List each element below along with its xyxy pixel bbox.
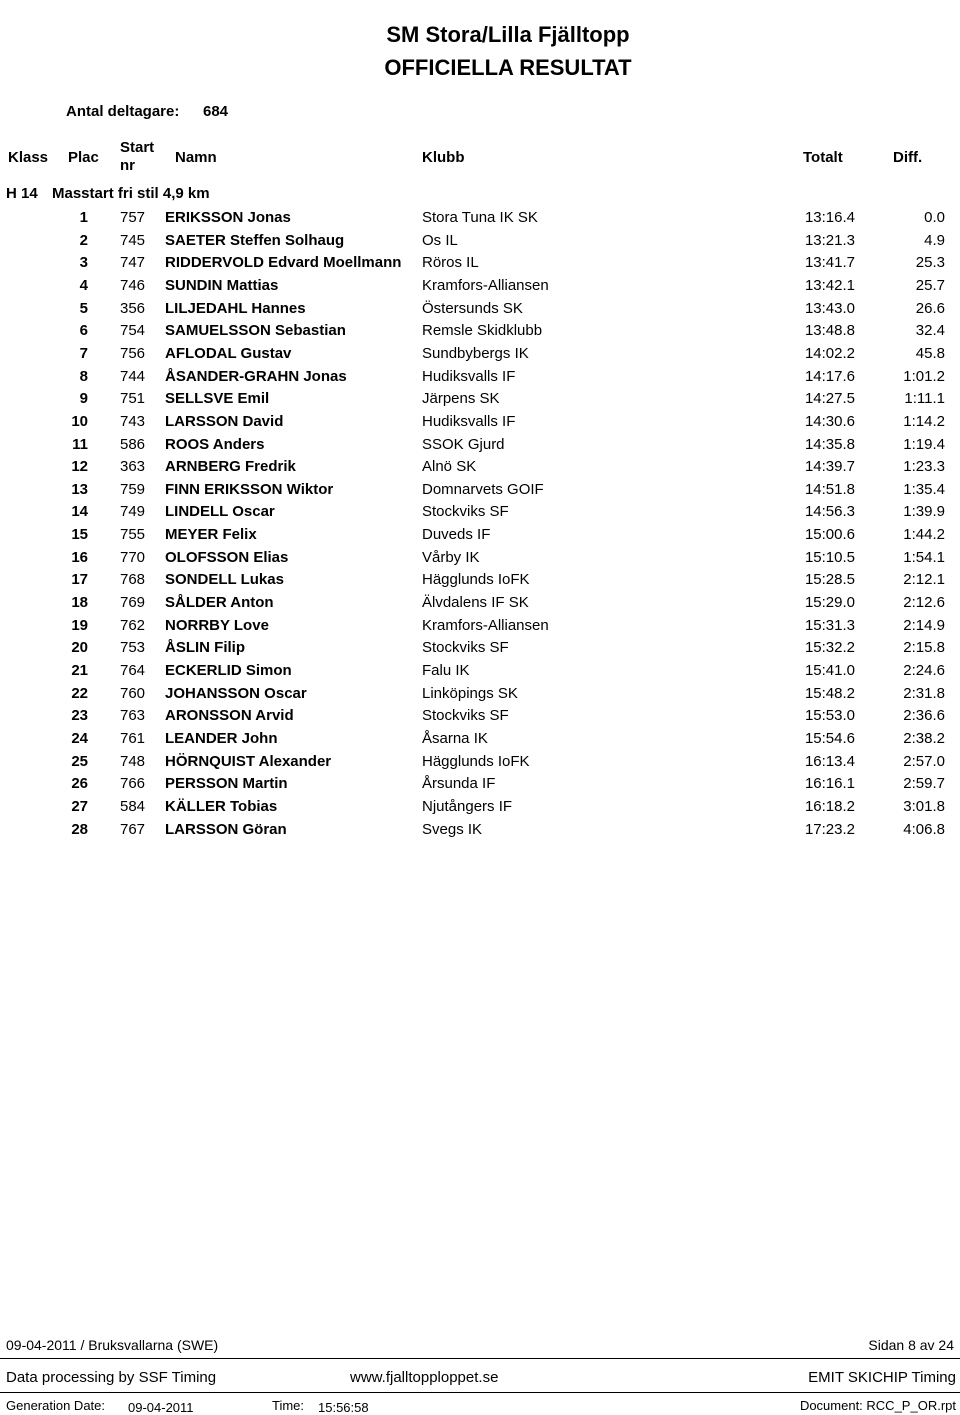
col-nr: nr bbox=[120, 157, 135, 174]
result-total-time: 16:18.2 bbox=[804, 797, 855, 815]
result-diff: 2:14.9 bbox=[903, 616, 945, 634]
result-name: ÅSANDER-GRAHN Jonas bbox=[165, 367, 347, 385]
result-place: 20 bbox=[71, 639, 88, 657]
result-diff: 1:01.2 bbox=[903, 367, 945, 385]
result-total-time: 14:27.5 bbox=[804, 390, 855, 408]
result-club: SSOK Gjurd bbox=[422, 435, 505, 453]
result-diff: 2:24.6 bbox=[903, 662, 945, 679]
result-place: 8 bbox=[79, 367, 88, 385]
footer-page-number: Sidan 8 av 24 bbox=[868, 1337, 954, 1353]
footer-timing-system: EMIT SKICHIP Timing bbox=[808, 1369, 956, 1386]
result-place: 4 bbox=[79, 276, 88, 294]
result-name: MEYER Felix bbox=[165, 526, 257, 544]
result-place: 15 bbox=[71, 526, 88, 544]
class-code: H 14 bbox=[6, 185, 38, 202]
result-total-time: 15:41.0 bbox=[804, 662, 855, 679]
result-club: Älvdalens IF SK bbox=[422, 594, 529, 612]
result-diff: 45.8 bbox=[915, 344, 945, 362]
result-name: SUNDIN Mattias bbox=[165, 276, 279, 294]
result-diff: 1:14.2 bbox=[903, 412, 945, 430]
table-row bbox=[0, 232, 960, 254]
result-club: Hudiksvalls IF bbox=[422, 367, 516, 385]
result-name: SAETER Steffen Solhaug bbox=[165, 231, 345, 249]
result-club: Vårby IK bbox=[422, 548, 480, 566]
result-club: Hägglunds IoFK bbox=[422, 571, 530, 589]
result-total-time: 15:29.0 bbox=[804, 594, 855, 612]
result-club: Stora Tuna IK SK bbox=[422, 209, 538, 226]
result-total-time: 13:41.7 bbox=[804, 254, 855, 272]
result-place: 21 bbox=[71, 662, 88, 679]
result-start-nr: 756 bbox=[120, 344, 146, 362]
result-name: LARSSON Göran bbox=[165, 820, 287, 838]
footer-website[interactable]: www.fjalltopploppet.se bbox=[350, 1369, 499, 1386]
result-name: AFLODAL Gustav bbox=[165, 344, 292, 362]
result-diff: 2:57.0 bbox=[903, 752, 945, 770]
result-diff: 2:15.8 bbox=[903, 639, 945, 657]
result-total-time: 14:51.8 bbox=[804, 480, 855, 498]
result-start-nr: 744 bbox=[120, 367, 146, 385]
table-row bbox=[0, 594, 960, 616]
result-name: SAMUELSSON Sebastian bbox=[165, 322, 346, 340]
result-total-time: 16:13.4 bbox=[804, 752, 855, 770]
result-diff: 4.9 bbox=[924, 231, 945, 249]
result-diff: 2:12.6 bbox=[903, 594, 945, 612]
footer-generation-date: 09-04-2011 bbox=[128, 1400, 194, 1415]
col-namn: Namn bbox=[175, 149, 217, 166]
table-row bbox=[0, 254, 960, 276]
result-start-nr: 757 bbox=[120, 209, 146, 226]
result-total-time: 13:21.3 bbox=[804, 231, 855, 249]
result-diff: 32.4 bbox=[915, 322, 945, 340]
result-name: ECKERLID Simon bbox=[165, 662, 292, 679]
footer-time-value: 15:56:58 bbox=[318, 1400, 369, 1415]
result-start-nr: 746 bbox=[120, 276, 146, 294]
result-name: LEANDER John bbox=[165, 729, 278, 747]
table-row bbox=[0, 617, 960, 639]
footer-divider-2 bbox=[0, 1392, 960, 1393]
table-row bbox=[0, 753, 960, 775]
result-start-nr: 363 bbox=[120, 458, 146, 476]
result-start-nr: 760 bbox=[120, 684, 146, 702]
participants-count: 684 bbox=[203, 103, 229, 120]
result-name: HÖRNQUIST Alexander bbox=[165, 752, 332, 770]
result-diff: 0.0 bbox=[924, 209, 945, 226]
result-start-nr: 759 bbox=[120, 480, 146, 498]
table-row bbox=[0, 458, 960, 480]
result-total-time: 13:43.0 bbox=[804, 299, 855, 317]
result-name: NORRBY Love bbox=[165, 616, 269, 634]
result-diff: 1:19.4 bbox=[903, 435, 945, 453]
result-start-nr: 586 bbox=[120, 435, 146, 453]
result-start-nr: 356 bbox=[120, 299, 146, 317]
result-name: SELLSVE Emil bbox=[165, 390, 270, 408]
result-start-nr: 743 bbox=[120, 412, 146, 430]
result-place: 27 bbox=[71, 797, 88, 815]
result-start-nr: 751 bbox=[120, 390, 146, 408]
table-row bbox=[0, 277, 960, 299]
footer-document: Document: RCC_P_OR.rpt bbox=[799, 1398, 956, 1413]
page-subtitle: OFFICIELLA RESULTAT bbox=[384, 55, 632, 80]
result-name: JOHANSSON Oscar bbox=[165, 684, 307, 702]
result-place: 6 bbox=[79, 322, 88, 340]
result-place: 16 bbox=[71, 548, 88, 566]
result-start-nr: 763 bbox=[120, 707, 146, 725]
result-start-nr: 748 bbox=[120, 752, 146, 770]
result-start-nr: 761 bbox=[120, 729, 146, 747]
result-name: ROOS Anders bbox=[165, 435, 265, 453]
result-place: 1 bbox=[79, 209, 88, 226]
result-club: Njutångers IF bbox=[422, 797, 513, 815]
table-row bbox=[0, 300, 960, 322]
page-title: SM Stora/Lilla Fjälltopp bbox=[386, 22, 630, 47]
result-name: KÄLLER Tobias bbox=[165, 797, 278, 815]
result-name: ÅSLIN Filip bbox=[165, 639, 245, 657]
result-place: 18 bbox=[71, 594, 88, 612]
table-row bbox=[0, 390, 960, 412]
result-name: SÅLDER Anton bbox=[165, 594, 274, 612]
result-diff: 25.7 bbox=[915, 276, 945, 294]
table-row bbox=[0, 821, 960, 843]
result-place: 26 bbox=[71, 775, 88, 793]
result-total-time: 13:48.8 bbox=[804, 322, 855, 340]
result-diff: 2:12.1 bbox=[903, 571, 945, 589]
result-place: 9 bbox=[79, 390, 88, 408]
result-club: Remsle Skidklubb bbox=[422, 322, 543, 340]
result-club: Falu IK bbox=[422, 662, 470, 679]
result-diff: 4:06.8 bbox=[903, 820, 945, 838]
result-club: Stockviks SF bbox=[422, 639, 509, 657]
result-start-nr: 755 bbox=[120, 526, 146, 544]
result-club: Linköpings SK bbox=[422, 684, 518, 702]
result-place: 22 bbox=[71, 684, 88, 702]
table-row bbox=[0, 798, 960, 820]
result-total-time: 14:56.3 bbox=[804, 503, 855, 521]
result-club: Hudiksvalls IF bbox=[422, 412, 516, 430]
result-total-time: 15:10.5 bbox=[804, 548, 855, 566]
table-row bbox=[0, 571, 960, 593]
result-name: ARONSSON Arvid bbox=[165, 707, 294, 725]
col-totalt: Totalt bbox=[803, 149, 843, 166]
result-place: 13 bbox=[71, 480, 88, 498]
result-place: 12 bbox=[71, 458, 88, 476]
result-club: Kramfors-Alliansen bbox=[422, 616, 549, 634]
result-diff: 2:59.7 bbox=[903, 775, 945, 793]
result-diff: 1:23.3 bbox=[903, 458, 945, 476]
result-club: Järpens SK bbox=[422, 390, 500, 408]
table-row bbox=[0, 730, 960, 752]
result-club: Hägglunds IoFK bbox=[422, 752, 530, 770]
footer-date-location: 09-04-2011 / Bruksvallarna (SWE) bbox=[6, 1337, 219, 1353]
result-total-time: 14:17.6 bbox=[804, 367, 855, 385]
result-club: Os IL bbox=[422, 231, 458, 249]
result-total-time: 15:53.0 bbox=[804, 707, 855, 725]
table-row bbox=[0, 481, 960, 503]
table-row bbox=[0, 639, 960, 661]
table-row bbox=[0, 503, 960, 525]
result-total-time: 14:02.2 bbox=[804, 344, 855, 362]
table-row bbox=[0, 322, 960, 344]
result-start-nr: 753 bbox=[120, 639, 146, 657]
col-klass: Klass bbox=[8, 149, 49, 166]
result-start-nr: 747 bbox=[120, 254, 146, 272]
result-club: Domnarvets GOIF bbox=[422, 480, 544, 498]
result-place: 23 bbox=[71, 707, 88, 725]
result-place: 28 bbox=[71, 820, 88, 838]
result-total-time: 14:39.7 bbox=[804, 458, 855, 476]
participants-label: Antal deltagare: bbox=[66, 103, 180, 120]
result-place: 19 bbox=[71, 616, 88, 634]
result-place: 14 bbox=[71, 503, 88, 521]
result-diff: 2:38.2 bbox=[903, 729, 945, 747]
result-name: LILJEDAHL Hannes bbox=[165, 299, 306, 317]
footer-time-label: Time: bbox=[272, 1398, 305, 1413]
result-diff: 3:01.8 bbox=[903, 797, 945, 815]
result-club: Östersunds SK bbox=[422, 299, 523, 317]
result-start-nr: 745 bbox=[120, 231, 146, 249]
footer-data-processing: Data processing by SSF Timing bbox=[6, 1369, 217, 1386]
result-place: 5 bbox=[79, 299, 88, 317]
table-row bbox=[0, 436, 960, 458]
result-start-nr: 770 bbox=[120, 548, 146, 566]
result-start-nr: 767 bbox=[120, 820, 146, 838]
col-plac: Plac bbox=[68, 149, 99, 166]
result-total-time: 15:31.3 bbox=[804, 616, 855, 634]
table-row bbox=[0, 368, 960, 390]
result-total-time: 13:42.1 bbox=[804, 276, 855, 294]
table-row bbox=[0, 662, 960, 684]
result-total-time: 15:32.2 bbox=[804, 639, 855, 657]
result-name: FINN ERIKSSON Wiktor bbox=[165, 480, 334, 498]
table-row bbox=[0, 707, 960, 729]
table-row bbox=[0, 549, 960, 571]
result-total-time: 15:54.6 bbox=[804, 729, 855, 747]
result-place: 17 bbox=[71, 571, 88, 589]
result-total-time: 13:16.4 bbox=[804, 209, 855, 226]
table-row bbox=[0, 685, 960, 707]
result-diff: 1:11.1 bbox=[904, 390, 945, 408]
result-diff: 1:39.9 bbox=[903, 503, 945, 521]
result-total-time: 15:28.5 bbox=[804, 571, 855, 589]
result-club: Åsarna IK bbox=[422, 729, 488, 747]
result-total-time: 16:16.1 bbox=[804, 775, 855, 793]
table-row bbox=[0, 209, 960, 231]
table-row bbox=[0, 526, 960, 548]
result-name: PERSSON Martin bbox=[165, 775, 288, 793]
table-row bbox=[0, 345, 960, 367]
result-start-nr: 584 bbox=[120, 797, 146, 815]
result-name: RIDDERVOLD Edvard Moellmann bbox=[165, 254, 402, 272]
result-diff: 1:54.1 bbox=[903, 548, 945, 566]
result-club: Duveds IF bbox=[422, 526, 491, 544]
result-club: Alnö SK bbox=[422, 458, 477, 476]
result-name: ARNBERG Fredrik bbox=[165, 458, 296, 476]
result-place: 25 bbox=[71, 752, 88, 770]
result-name: ERIKSSON Jonas bbox=[165, 209, 291, 226]
result-place: 10 bbox=[71, 412, 88, 430]
result-diff: 1:44.2 bbox=[903, 526, 945, 544]
result-diff: 26.6 bbox=[915, 299, 945, 317]
result-club: Årsunda IF bbox=[422, 775, 496, 793]
result-diff: 25.3 bbox=[915, 254, 945, 272]
result-place: 7 bbox=[79, 344, 88, 362]
result-diff: 2:31.8 bbox=[903, 684, 945, 702]
result-total-time: 17:23.2 bbox=[804, 820, 855, 838]
table-row bbox=[0, 775, 960, 797]
result-name: LINDELL Oscar bbox=[165, 503, 275, 521]
result-start-nr: 764 bbox=[120, 662, 146, 679]
result-diff: 2:36.6 bbox=[903, 707, 945, 725]
result-club: Röros IL bbox=[422, 254, 479, 272]
result-start-nr: 754 bbox=[120, 322, 146, 340]
footer-generation-label: Generation Date: bbox=[6, 1398, 106, 1413]
result-name: OLOFSSON Elias bbox=[165, 548, 289, 566]
result-diff: 1:35.4 bbox=[903, 480, 945, 498]
result-club: Svegs IK bbox=[422, 820, 483, 838]
result-club: Stockviks SF bbox=[422, 503, 509, 521]
result-total-time: 15:00.6 bbox=[804, 526, 855, 544]
result-club: Kramfors-Alliansen bbox=[422, 276, 549, 294]
result-club: Sundbybergs IK bbox=[422, 344, 529, 362]
result-place: 3 bbox=[79, 254, 88, 272]
col-klubb: Klubb bbox=[422, 149, 465, 166]
result-name: LARSSON David bbox=[165, 412, 284, 430]
result-total-time: 14:35.8 bbox=[804, 435, 855, 453]
result-total-time: 15:48.2 bbox=[804, 684, 855, 702]
result-place: 11 bbox=[72, 435, 88, 453]
result-club: Stockviks SF bbox=[422, 707, 509, 725]
result-start-nr: 749 bbox=[120, 503, 146, 521]
result-start-nr: 768 bbox=[120, 571, 146, 589]
footer-divider bbox=[0, 1358, 960, 1359]
result-total-time: 14:30.6 bbox=[804, 412, 855, 430]
table-row bbox=[0, 413, 960, 435]
result-place: 24 bbox=[71, 729, 88, 747]
result-start-nr: 766 bbox=[120, 775, 146, 793]
col-start: Start bbox=[120, 139, 155, 156]
result-start-nr: 769 bbox=[120, 594, 146, 612]
col-diff: Diff. bbox=[893, 149, 923, 166]
result-start-nr: 762 bbox=[120, 616, 146, 634]
result-place: 2 bbox=[79, 231, 88, 249]
class-description: Masstart fri stil 4,9 km bbox=[52, 185, 210, 202]
result-name: SONDELL Lukas bbox=[165, 571, 284, 589]
